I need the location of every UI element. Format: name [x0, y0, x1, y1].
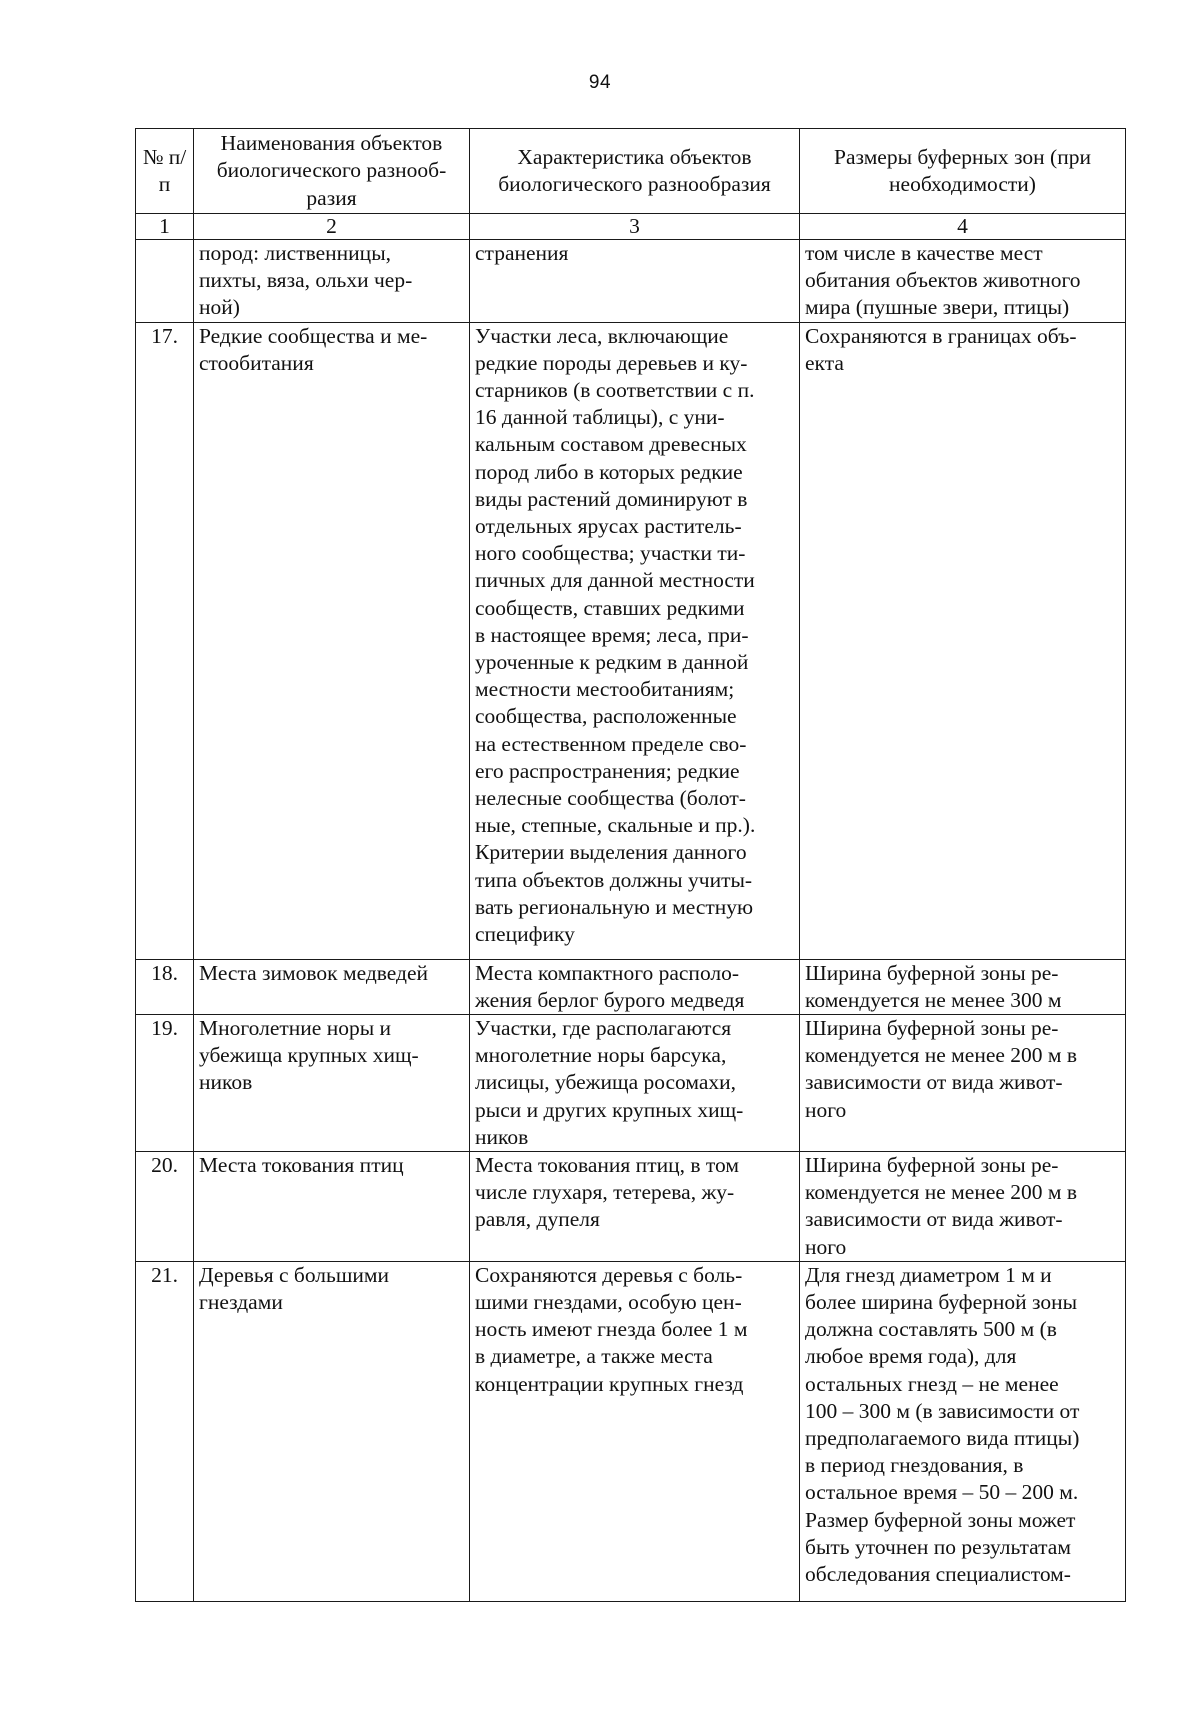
buffer-zone-size: Сохраняются в границах объ- екта — [800, 322, 1126, 959]
object-characteristic: странения — [470, 240, 800, 323]
table-header-row — [136, 129, 1126, 214]
table-row — [136, 1152, 1126, 1262]
row-number: 19. — [136, 1015, 194, 1152]
column-number: 3 — [470, 214, 800, 240]
header-characteristic: Характеристика объектов биологического разнообразия — [470, 129, 800, 214]
object-characteristic: Сохраняются деревья с боль- шими гнездами, особую цен- ность имеют гнезда более 1 м в диаметре, а также места концентрации крупных гнезд — [470, 1261, 800, 1601]
object-characteristic: Участки, где располагаются многолетние норы барсука, лисицы, убежища росомахи, рыси и других крупных хищ- ников — [470, 1015, 800, 1152]
biodiversity-table — [135, 128, 1126, 1602]
table-row — [136, 959, 1126, 1014]
row-number: 20. — [136, 1152, 194, 1262]
buffer-zone-size: Ширина буферной зоны ре- комендуется не менее 300 м — [800, 959, 1126, 1014]
object-characteristic: Участки леса, включающие редкие породы деревьев и ку- старников (в соответствии с п. 16 данной таблицы), с уни- кальным составом древесных пород либо в которых редкие виды растений доминируют в отдельных ярусах раститель- ного сообщества; участки ти- пичных для данной местности сообществ, ставших редкими в настоящее время; леса, при- уроченные к редким в данной местности местообитаниям; сообщества, расположенные на естественном пределе сво- его распространения; редкие нелесные сообщества (болот- ные, степные, скальные и пр.). Критерии выделения данного типа объектов должны учиты- вать региональную и местную специфику — [470, 322, 800, 959]
object-name: Многолетние норы и убежища крупных хищ- ников — [194, 1015, 470, 1152]
table-row — [136, 322, 1126, 959]
object-characteristic: Места компактного располо- жения берлог бурого медведя — [470, 959, 800, 1014]
column-number: 1 — [136, 214, 194, 240]
object-name: Места зимовок медведей — [194, 959, 470, 1014]
header-object-name: Наименования объектов биологического разнооб- разия — [194, 129, 470, 214]
table-row — [136, 240, 1126, 323]
object-characteristic: Места токования птиц, в том числе глухаря, тетерева, жу- равля, дупеля — [470, 1152, 800, 1262]
page-number: 94 — [588, 72, 612, 93]
buffer-zone-size: Ширина буферной зоны ре- комендуется не менее 200 м в зависимости от вида живот- ного — [800, 1015, 1126, 1152]
object-name: Редкие сообщества и ме- стообитания — [194, 322, 470, 959]
column-number: 4 — [800, 214, 1126, 240]
object-name: Деревья с большими гнездами — [194, 1261, 470, 1601]
row-number: 17. — [136, 322, 194, 959]
row-number: 18. — [136, 959, 194, 1014]
row-number: 21. — [136, 1261, 194, 1601]
buffer-zone-size: Ширина буферной зоны ре- комендуется не менее 200 м в зависимости от вида живот- ного — [800, 1152, 1126, 1262]
column-number: 2 — [194, 214, 470, 240]
object-name: Места токования птиц — [194, 1152, 470, 1262]
buffer-zone-size: Для гнезд диаметром 1 м и более ширина буферной зоны должна составлять 500 м (в любое время года), для остальных гнезд – не менее 100 – 300 м (в зависимости от предполагаемого вида птицы) в период гнездования, в остальное время – 50 – 200 м. Размер буферной зоны может быть уточнен по результатам обследования специалистом- — [800, 1261, 1126, 1601]
buffer-zone-size: том числе в качестве мест обитания объектов животного мира (пушные звери, птицы) — [800, 240, 1126, 323]
object-name: пород: лиственницы, пихты, вяза, ольхи чер- ной) — [194, 240, 470, 323]
column-number-row — [136, 214, 1126, 240]
table-row — [136, 1261, 1126, 1601]
table-row — [136, 1015, 1126, 1152]
row-number — [136, 240, 194, 323]
header-number: № п/п — [136, 129, 194, 214]
header-buffer-zone: Размеры буферных зон (при необходимости) — [800, 129, 1126, 214]
